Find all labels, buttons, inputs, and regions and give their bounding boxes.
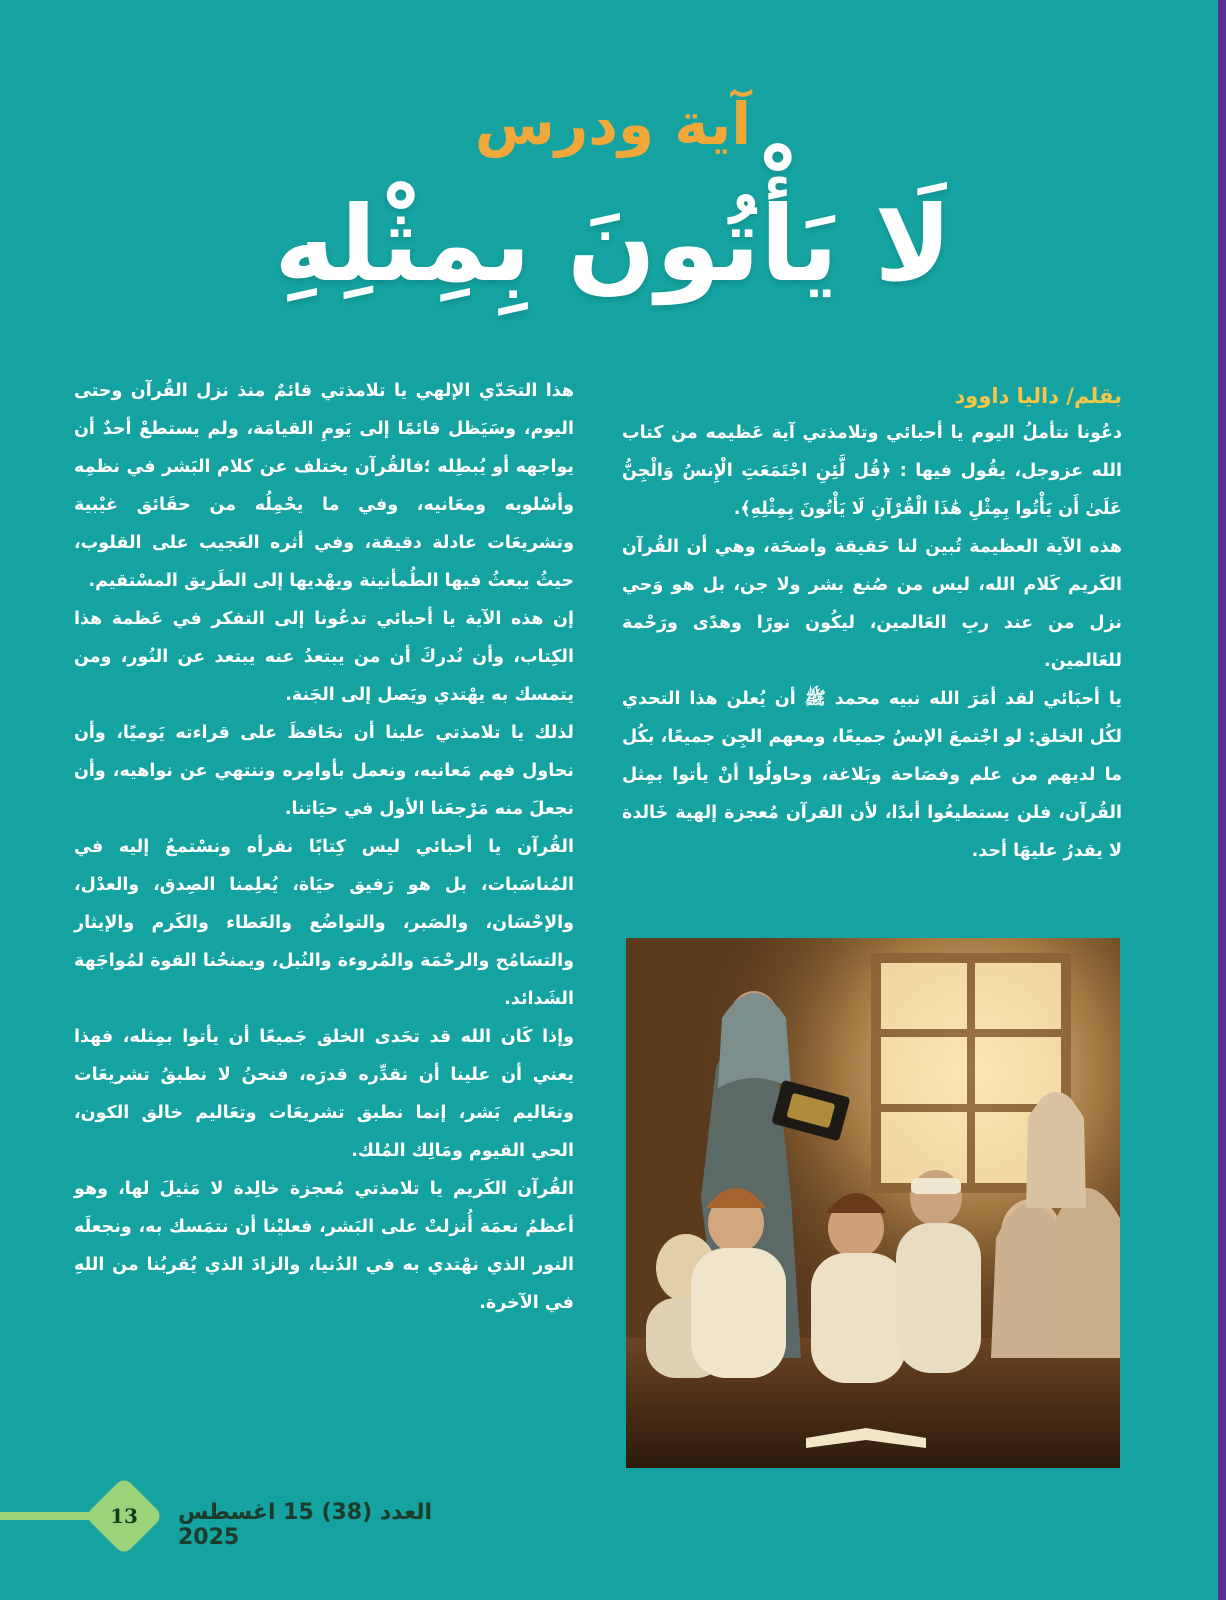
paragraph: هذه الآية العظيمة تُبين لنا حَقيقة واضحَة، وهي أن القُرآن الكَريم كَلام الله، ليس من صُنع بشر ولا جن، بل هو وَحي نزل من عند ربِ العَالمين، ليكُون نورًا وهدًى ورَحْمة للعَالمين. xyxy=(622,537,1122,671)
issue-info: العدد (38) 15 اغسطس 2025 xyxy=(178,1500,433,1550)
article-column-left xyxy=(74,372,574,1322)
paragraph: القُرآن الكَريم يا تلامذتي مُعجزة خالِدة لا مَثيلَ لها، وهو أعظمُ نعمَة أُنزلتْ على البَشر، فعليْنا أن نتمَسك به، ونجعلَه النور الذي نهْتدي به في الدُنيا، والزادَ الذي يُقربُنا من اللهِ في الآخرة. xyxy=(74,1179,574,1313)
paragraph: وإذا كَان الله قد تحَدى الخلق جَميعًا أن يأتوا بمِثله، فهذا يعني أن علينا أن نقدِّره قدرَه، فنحنُ لا نطبقُ تشريعَات وتعَاليم بَشر، إنما نطبق تشريعَات وتعَاليم خالق الكون، الحي القيوم ومَالِك المُلك. xyxy=(74,1027,574,1161)
article-column-right xyxy=(622,378,1122,870)
author-byline: بقلم/ داليا داوود xyxy=(954,384,1122,408)
page-number: 13 xyxy=(110,1504,138,1528)
section-title: آية ودرس xyxy=(474,90,752,158)
paragraph: دعُونا نتأملُ اليوم يا أحبائي وتلامذتي آية عَظيمه من كتاب الله عزوجل، يقُول فيها : ﴿قُل لَّئِنِ اجْتَمَعَتِ الْإِنسُ وَالْجِنُّ عَلَىٰ أَن يَأْتُوا بِمِثْلِ هَٰذَا الْقُرْآنِ لَا يَأْتُونَ بِمِثْلِهِ﴾. xyxy=(622,423,1122,519)
illustration-teacher-with-children xyxy=(626,938,1120,1468)
illustration-svg xyxy=(626,938,1120,1468)
paragraph: القُرآن يا أحبائي ليس كِتابًا نقرأه ونسْتمعُ إليه في المُناسَبات، بل هو رَفيق حيَاة، يُعلِمنا الصِدق، والعدْل، والإحْسَان، والصَبر، والتواضُع والعَطاء والكَرم والإيثار والتسَامُح والرحْمَة والمُروءة والنُبل، ويمنحُنا القوة لمُواجَهة الشَدائد. xyxy=(74,837,574,1009)
footer-line xyxy=(0,1512,100,1520)
article-title: لَا يَأْتُونَ بِمِثْلِهِ xyxy=(274,183,952,305)
paragraph: لذلك يا تلامذتي علينا أن نحَافظَ على قراءته يَوميًا، وأن نحاول فهم مَعانيه، ونعمل بأوامِره وننتهي عن نواهيه، وأن نجعلَ منه مَرْجعَنا الأول في حيَاتنا. xyxy=(74,723,574,819)
paragraph: يا أحبَائي لقد أمَرَ الله نبيه محمد ﷺ أن يُعلن هذا التحدي لكُل الخلق: لو اجْتمعَ الإنسُ جميعًا، ومعهم الجِن جميعًا، بكُل ما لديهم من علم وفصَاحة وبَلاغة، وحاولُوا أنْ يأتوا بمِثل القُرآن، فلن يستطيعُوا أبدًا، لأن القرآن مُعجزة إلهية خَالدة لا يقدرُ عليهَا أحد. xyxy=(622,689,1122,861)
paragraph: إن هذه الآية يا أحبائي تدعُونا إلى التفكر في عَظمة هذا الكِتاب، وأن نُدركَ أن من يبتعدُ عنه يبتعد عن النُور، ومن يتمسك به يهْتدي ويَصل إلى الجَنة. xyxy=(74,609,574,705)
paragraph: هذا التحَدّي الإلهي يا تلامذتي قائمٌ منذ نزل القُرآن وحتى اليوم، وسَيَظل قائمًا إلى يَومِ القيامَة، ولم يستطعْ أحدٌ أن يواجهه أو يُبطِله ؛فالقُرآن يختلف عن كلام البَشر في نظمِه وأسْلوبه ومعَانيه، وفي ما يحْمِلُه من حقَائق غيْبية وتشريعَات عادلة دقيقة، وفي أثره العَجيب على القلوب، حيثُ يبعثُ فيها الطُمأنينة ويهْديها إلى الطَريق المسْتقيم. xyxy=(74,381,574,591)
